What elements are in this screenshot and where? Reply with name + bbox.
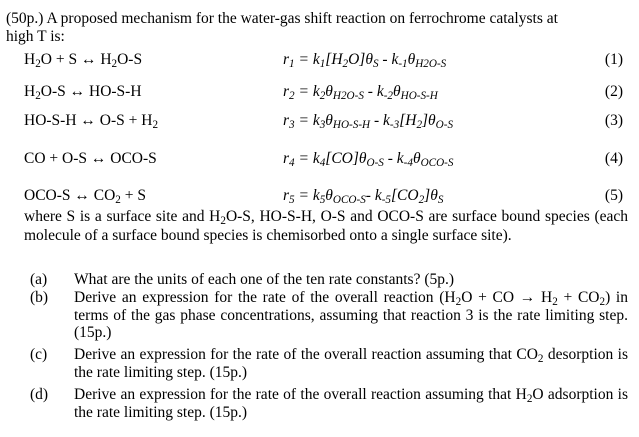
equation-number: (1): [604, 51, 623, 68]
question-text: Derive an expression for the rate of the overall reaction assuming that $H_2O$ adsorption is the rate limiting step. (15p.): [74, 386, 628, 421]
equation-number: (5): [604, 187, 623, 204]
reaction-equation: OCO-S ↔ $CO_2 + S$: [24, 187, 146, 207]
question-text: Derive an expression for the rate of the overall reaction ($H_2O$ + CO → $H_2 + CO_2$) in terms of the gas phase concentrations, assuming that reaction 3 is the rate limiting step. (15p.): [74, 289, 628, 341]
surface-species-description: where S is a surface site and $H_2O-S$, HO-S-H, O-S and OCO-S are surface bound species (each molecule of a surface bound species is chemisorbed onto a single surface site).: [24, 208, 628, 244]
rate-expression: $r_4 = k_4[CO]\theta_{O-S} - k_{-4}\theta_{OCO-S}$: [283, 150, 454, 170]
question-text: Derive an expression for the rate of the overall reaction assuming that $CO_2$ desorption is the rate limiting step. (15p.): [74, 346, 628, 381]
reaction-equation: HO-S-H ↔ $O-S + H_2$: [24, 112, 159, 132]
question-label: (b): [30, 289, 49, 306]
reaction-equation: CO + O-S ↔ OCO-S: [24, 150, 157, 167]
rate-expression: $r_5 = k_5\theta_{OCO-S}-$ $k_{-5}[CO_2]\theta_S$: [283, 187, 444, 207]
reaction-equation: $H_2O + S$ ↔ $H_2O-S$: [24, 51, 143, 71]
rate-expression: $r_1 = k_1[H_2O]\theta_S - k_{-1}\theta_{H2O-S}$: [283, 51, 447, 71]
question-text: What are the units of each one of the ten rate constants? (5p.): [74, 271, 455, 288]
equation-number: (2): [604, 83, 623, 100]
question-label: (c): [30, 346, 48, 363]
reaction-equation: $H_2O-S$ ↔ HO-S-H: [24, 83, 142, 103]
rate-expression: $r_2 = k_2\theta_{H2O-S} - k_{-2}\theta_{HO-S-H}$: [283, 83, 438, 103]
problem-intro-line1: (50p.) A proposed mechanism for the water-gas shift reaction on ferrochrome catalysts at: [6, 10, 558, 27]
equation-number: (3): [604, 112, 623, 129]
question-label: (a): [30, 271, 48, 288]
rate-expression: $r_3 = k_3\theta_{HO-S-H} - k_{-3}[H_2]\theta_{O-S}$: [283, 112, 454, 132]
equation-number: (4): [604, 150, 623, 167]
problem-intro-line2: high T is:: [6, 28, 65, 45]
question-label: (d): [30, 386, 49, 403]
